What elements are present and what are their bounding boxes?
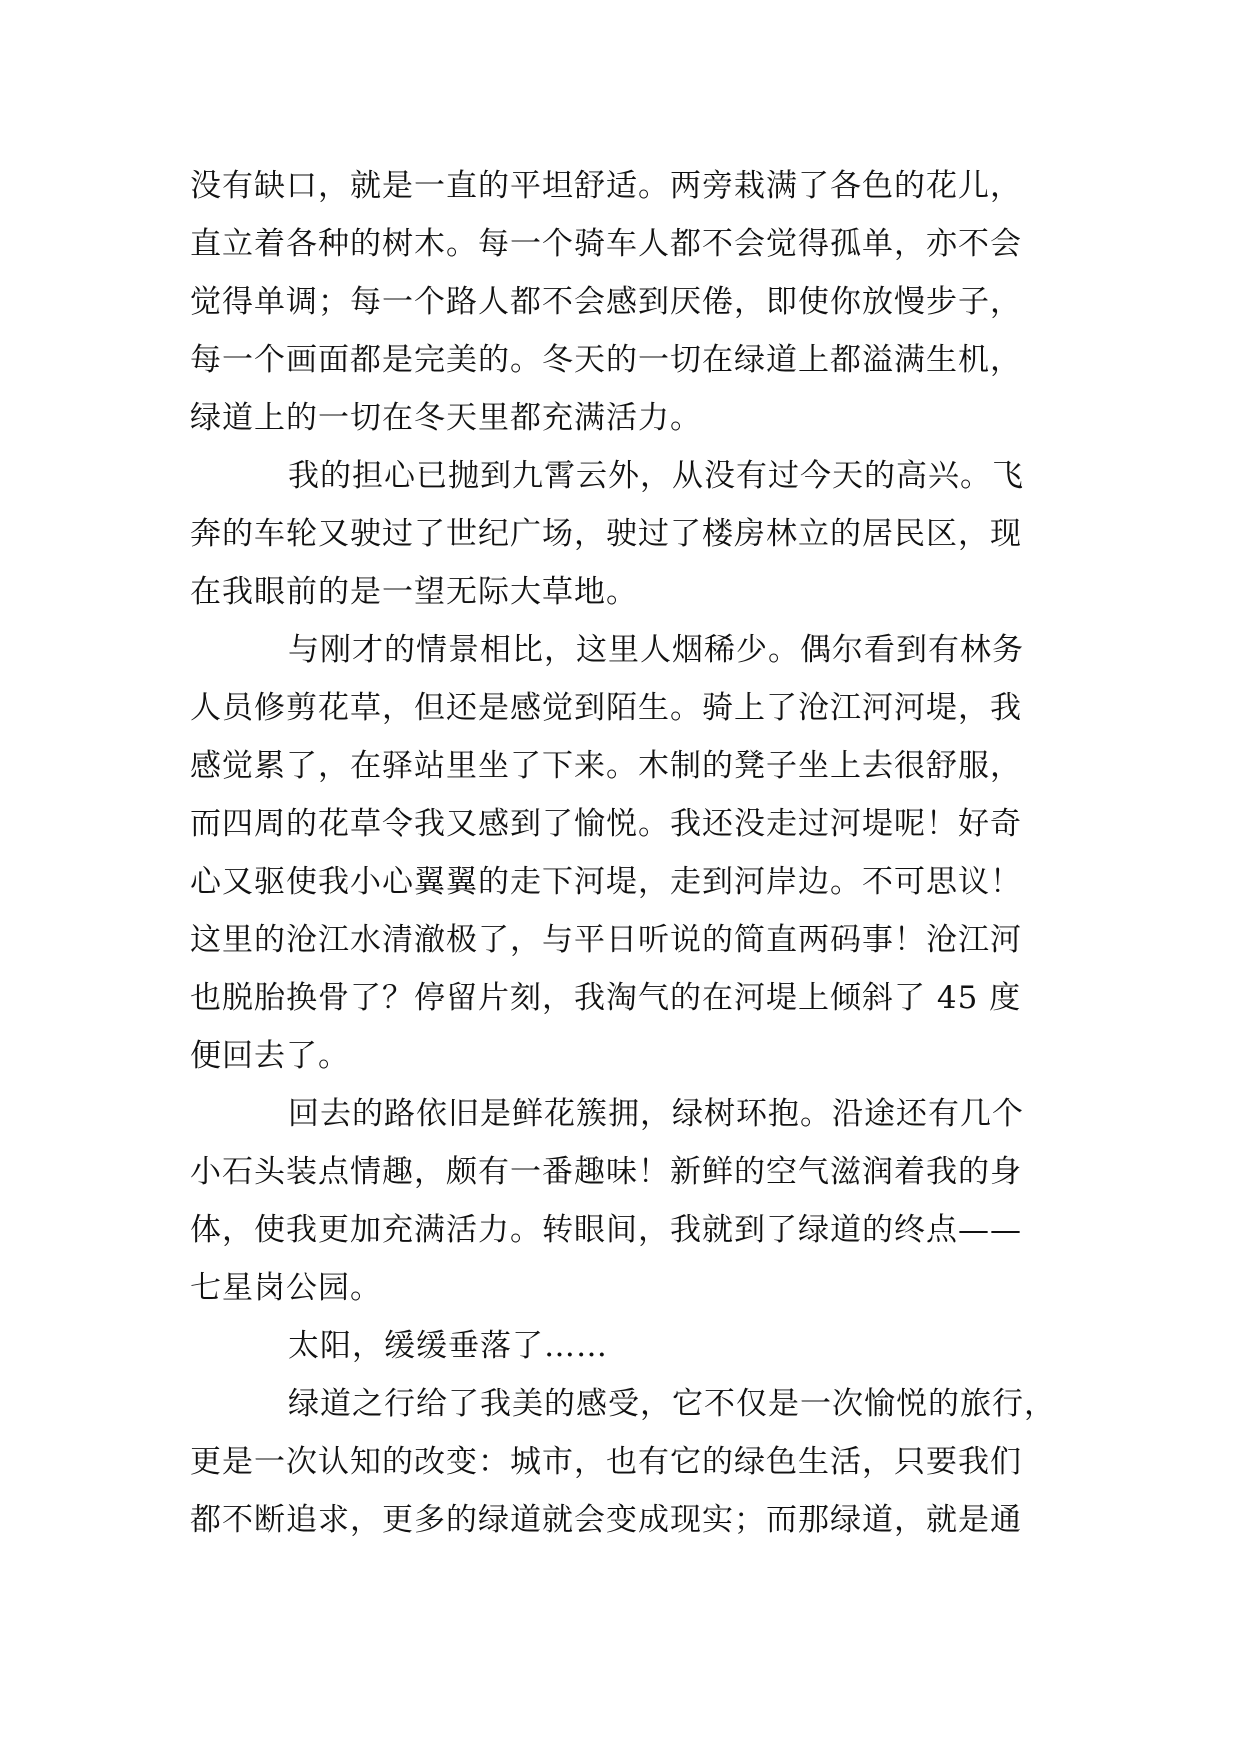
text-line: 小石头装点情趣，颇有一番趣味！新鲜的空气滋润着我的身 xyxy=(190,1154,1022,1190)
text-line: 我的担心已抛到九霄云外，从没有过今天的高兴。飞 xyxy=(288,458,1024,494)
text-line: 这里的沧江水清澈极了，与平日听说的简直两码事！沧江河 xyxy=(190,922,1022,958)
text-line: 与刚才的情景相比，这里人烟稀少。偶尔看到有林务 xyxy=(288,632,1024,668)
text-line: 太阳，缓缓垂落了…… xyxy=(288,1328,608,1364)
text-line: 便回去了。 xyxy=(190,1038,350,1074)
text-line: 绿道上的一切在冬天里都充满活力。 xyxy=(190,400,702,436)
text-line: 没有缺口，就是一直的平坦舒适。两旁栽满了各色的花儿， xyxy=(190,168,1022,204)
text-line: 心又驱使我小心翼翼的走下河堤，走到河岸边。不可思议！ xyxy=(190,864,1022,900)
text-line: 更是一次认知的改变：城市，也有它的绿色生活，只要我们 xyxy=(190,1444,1022,1480)
text-line: 绿道之行给了我美的感受，它不仅是一次愉悦的旅行， xyxy=(288,1386,1056,1422)
text-line: 直立着各种的树木。每一个骑车人都不会觉得孤单，亦不会 xyxy=(190,226,1022,262)
text-line: 回去的路依旧是鲜花簇拥，绿树环抱。沿途还有几个 xyxy=(288,1096,1024,1132)
text-line: 在我眼前的是一望无际大草地。 xyxy=(190,574,638,610)
text-line: 都不断追求，更多的绿道就会变成现实；而那绿道，就是通 xyxy=(190,1502,1022,1538)
text-line: 每一个画面都是完美的。冬天的一切在绿道上都溢满生机， xyxy=(190,342,1022,378)
text-line: 人员修剪花草，但还是感觉到陌生。骑上了沧江河河堤，我 xyxy=(190,690,1022,726)
text-line: 体，使我更加充满活力。转眼间，我就到了绿道的终点—— xyxy=(190,1212,1022,1248)
text-line: 奔的车轮又驶过了世纪广场，驶过了楼房林立的居民区，现 xyxy=(190,516,1022,552)
document-body xyxy=(190,157,1070,1549)
text-line: 觉得单调；每一个路人都不会感到厌倦，即使你放慢步子， xyxy=(190,284,1022,320)
text-line: 感觉累了，在驿站里坐了下来。木制的凳子坐上去很舒服， xyxy=(190,748,1022,784)
text-line: 也脱胎换骨了？停留片刻，我淘气的在河堤上倾斜了 45 度 xyxy=(190,980,1022,1016)
text-line: 七星岗公园。 xyxy=(190,1270,382,1306)
text-line: 而四周的花草令我又感到了愉悦。我还没走过河堤呢！好奇 xyxy=(190,806,1022,842)
